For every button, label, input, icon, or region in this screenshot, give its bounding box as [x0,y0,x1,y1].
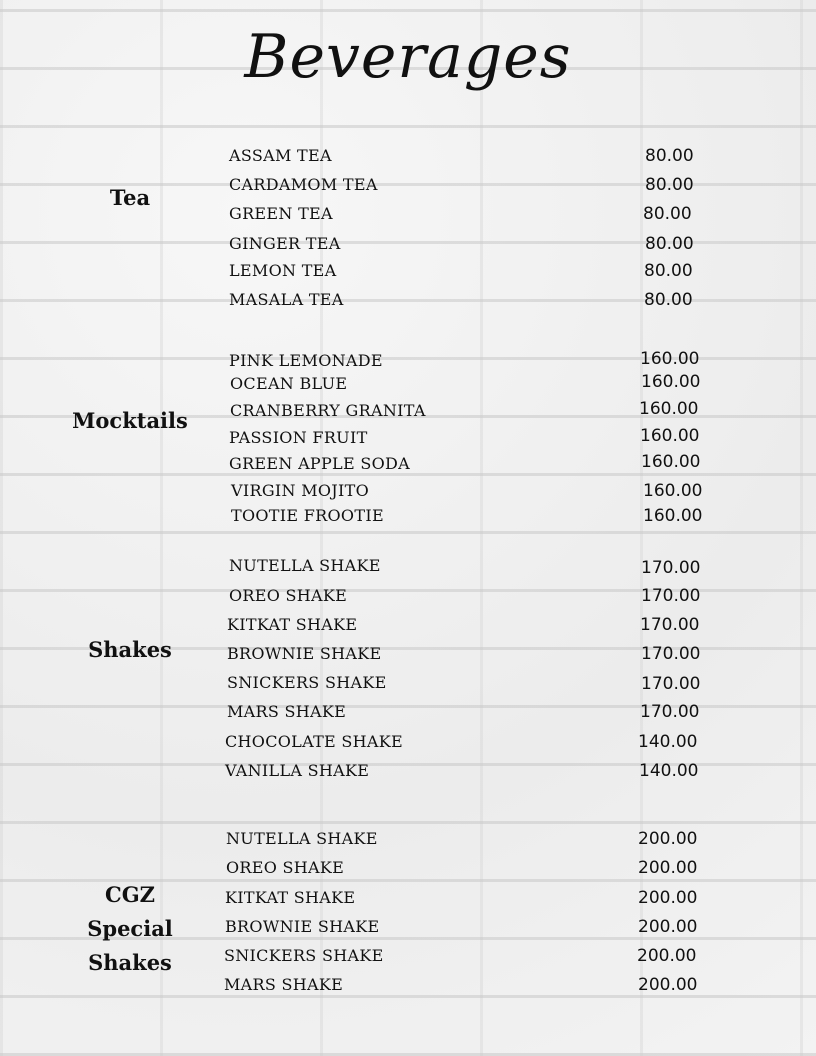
menu-item-name: GREEN TEA [229,204,333,223]
section-label-mocktails [55,404,205,438]
menu-item-name: PINK LEMONADE [229,351,383,370]
menu-item-name: SNICKERS SHAKE [224,946,384,965]
menu-item-price: 140.00 [638,732,698,752]
menu-item-name: OREO SHAKE [229,586,348,605]
menu-item-price: 80.00 [644,261,693,281]
menu-item-price: 80.00 [645,175,694,195]
menu-item-price: 200.00 [637,946,697,966]
menu-item-price: 160.00 [640,349,700,369]
menu-item-name: BROWNIE SHAKE [227,644,382,663]
menu-item-price: 200.00 [638,888,698,908]
menu-item-name: MARS SHAKE [224,975,344,994]
section-label-line: CGZ [105,882,155,907]
menu-item-name: CRANBERRY GRANITA [230,401,426,420]
menu-item-price: 160.00 [639,399,699,419]
section-label-line: Shakes [88,950,172,975]
menu-item-price: 160.00 [643,481,703,501]
menu-item-price: 200.00 [638,829,698,849]
menu-item-price: 170.00 [641,558,701,578]
menu-item-price: 80.00 [645,234,694,254]
menu-item-price: 200.00 [638,858,698,878]
menu-item-price: 160.00 [641,452,701,472]
menu-item-price: 160.00 [640,426,700,446]
menu-item-price: 200.00 [638,975,698,995]
menu-item-name: VIRGIN MOJITO [231,481,370,500]
menu-item-price: 80.00 [645,146,694,166]
menu-item-name: LEMON TEA [229,261,337,280]
menu-item-name: PASSION FRUIT [229,428,368,447]
page-title: Beverages [244,22,572,92]
menu-item-price: 170.00 [641,586,701,606]
menu-item-price: 160.00 [643,506,703,526]
menu-item-name: KITKAT SHAKE [227,615,358,634]
menu-item-name: TOOTIE FROOTIE [231,506,384,525]
menu-item-price: 200.00 [638,917,698,937]
section-label-line: Special [87,916,173,941]
menu-item-name: GREEN APPLE SODA [229,454,411,473]
menu-item-price: 170.00 [641,674,701,694]
menu-item-price: 80.00 [644,290,693,310]
menu-item-name: MASALA TEA [229,290,344,309]
menu-item-name: SNICKERS SHAKE [227,673,387,692]
section-label-tea [55,181,205,215]
menu-item-name: NUTELLA SHAKE [229,556,381,575]
menu-item-name: VANILLA SHAKE [225,761,370,780]
menu-item-name: OREO SHAKE [226,858,345,877]
section-label-line: Tea [109,185,151,210]
menu-item-name: NUTELLA SHAKE [226,829,378,848]
section-label-line: Shakes [88,637,172,662]
menu-item-name: OCEAN BLUE [230,374,348,393]
section-label-line: Mocktails [72,408,188,433]
menu-item-price: 170.00 [640,615,700,635]
menu-item-name: MARS SHAKE [227,702,347,721]
menu-item-name: GINGER TEA [229,234,341,253]
menu-item-price: 170.00 [641,644,701,664]
menu-item-price: 140.00 [639,761,699,781]
menu-item-name: BROWNIE SHAKE [225,917,380,936]
section-label-cgz-special-shakes [55,878,205,980]
menu-item-name: CARDAMOM TEA [229,175,378,194]
menu-item-name: CHOCOLATE SHAKE [225,732,404,751]
section-label-shakes [55,633,205,667]
menu-item-price: 160.00 [641,372,701,392]
menu-item-name: KITKAT SHAKE [225,888,356,907]
menu-item-price: 80.00 [643,204,692,224]
menu-item-price: 170.00 [640,702,700,722]
menu-item-name: ASSAM TEA [229,146,332,165]
